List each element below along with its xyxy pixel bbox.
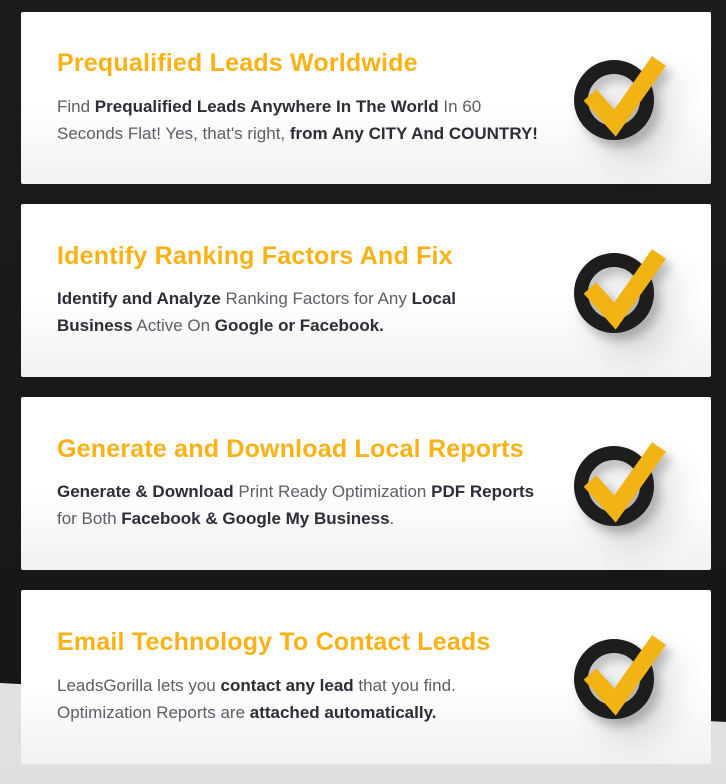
- card-text-block: [57, 242, 563, 340]
- card-text-block: [57, 435, 563, 533]
- check-circle-icon: [563, 48, 685, 148]
- check-circle-icon: [563, 241, 685, 341]
- check-circle-icon: [563, 627, 685, 727]
- feature-card-prequalified-leads: [21, 12, 711, 184]
- card-text-block: [57, 49, 563, 147]
- card-title: Generate and Download Local Reports: [57, 434, 524, 463]
- card-title: Prequalified Leads Worldwide: [57, 49, 418, 78]
- feature-card-email-technology: [21, 590, 711, 764]
- check-circle-icon: [563, 434, 685, 534]
- feature-card-ranking-factors: [21, 204, 711, 377]
- feature-card-local-reports: [21, 397, 711, 570]
- card-text-block: [57, 628, 563, 726]
- card-title: Identify Ranking Factors And Fix: [57, 241, 453, 270]
- card-body: Generate & Download Print Ready Optimization PDF Reports for Both Facebook & Google My Business.: [57, 482, 535, 529]
- card-title: Email Technology To Contact Leads: [57, 628, 491, 657]
- card-body: LeadsGorilla lets you contact any lead that you find. Optimization Reports are attached automatically.: [57, 675, 456, 722]
- card-body: Find Prequalified Leads Anywhere In The World In 60 Seconds Flat! Yes, that's right, from Any CITY And COUNTRY!: [57, 96, 538, 143]
- feature-cards-list: [21, 12, 711, 764]
- card-body: Identify and Analyze Ranking Factors for Any Local Business Active On Google or Facebook.: [57, 289, 457, 336]
